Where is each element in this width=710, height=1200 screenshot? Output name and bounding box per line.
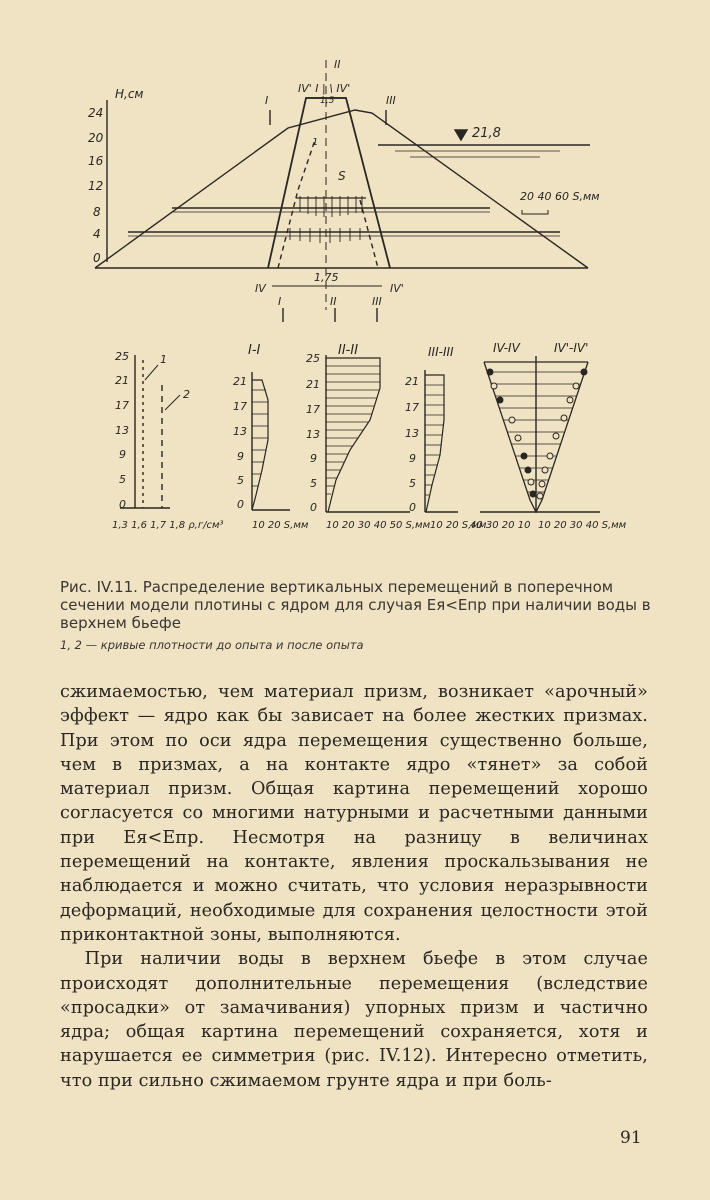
dam-tick: 20: [88, 131, 104, 145]
plot-ivp-ivp-title: IV'-IV': [554, 341, 589, 355]
plot-tick: 0: [237, 498, 244, 511]
plot-iv-xlabel-left: 40 30 20 10: [470, 520, 531, 531]
plot-tick: 5: [237, 474, 244, 487]
plot-tick: 9: [237, 450, 244, 463]
bottom-dim-label: 1,75: [314, 271, 339, 284]
plot-tick: 9: [310, 452, 317, 465]
caption-legend: 1, 2 — кривые плотности до опыта и после опыта: [60, 638, 364, 652]
core-deformed-left: [278, 140, 315, 268]
plot-tick: 13: [405, 427, 419, 440]
plot-iii-iii-title: III-III: [428, 345, 454, 359]
plot-tick: 21: [306, 378, 320, 391]
dam-tick: 0: [93, 251, 101, 265]
mark-i-top: I: [265, 94, 269, 107]
top-section-label: IV' I | \ IV': [298, 82, 351, 95]
density-tick: 21: [115, 374, 129, 387]
figure-caption: [60, 578, 660, 654]
paragraph-1: сжимаемостью, чем материал призм, возникает «арочный» эффект — ядро как бы зависает на более жестких призмах. При этом по оси ядра перемещения существенно больше, чем в призмах, а на контакте ядро «тянет» за собой материал призм. Общая картина перемещений хорошо согласуется со многими натурными и расчетными данными при Eя<Eпр. Несмотря на разницу в величинах перемещений на контакте, явления проскальзывания не наблюдается и можно считать, что условия неразрывности деформаций, необходимые для сохранения целостности этой приконтактной зоны, выполняются.: [60, 682, 648, 945]
s-label: S: [338, 169, 346, 183]
plot-tick: 9: [409, 452, 416, 465]
density-curve-label: 2: [183, 388, 190, 401]
water-level-marker-icon: [455, 130, 467, 140]
body-text: [60, 680, 648, 1093]
plot-i-i-xlabel: 10 20 S,мм: [252, 520, 309, 531]
dam-figure-svg: [0, 0, 710, 570]
density-tick: 13: [115, 424, 129, 437]
plot-tick: 13: [306, 428, 320, 441]
scale-label: 20 40 60 S,мм: [520, 190, 600, 203]
plot-ii-ii-xlabel: 10 20 30 40 50 S,мм: [326, 520, 431, 531]
plot-tick: 0: [310, 501, 317, 514]
plot-tick: 0: [409, 501, 416, 514]
mark-i-bottom: I: [278, 295, 282, 308]
plot-tick: 13: [233, 425, 247, 438]
mark-ii-top: II: [334, 58, 341, 71]
top-dim-label: 1,5: [320, 96, 335, 106]
density-curve-label: 1: [160, 353, 167, 366]
plot-iii-iii: [405, 345, 487, 531]
plot-tick: 17: [233, 400, 247, 413]
plot-tick: 5: [409, 477, 416, 490]
plot-iv-iv: [470, 341, 627, 531]
density-tick: 17: [115, 399, 129, 412]
dam-section: [88, 58, 600, 322]
plot-tick: 17: [405, 401, 419, 414]
dam-tick: 8: [93, 205, 101, 219]
figure-iv-11: [0, 0, 710, 570]
density-plot: [112, 350, 224, 531]
plot-iv-xlabel-right: 10 20 30 40 S,мм: [538, 520, 627, 531]
dam-tick: 16: [88, 154, 104, 168]
density-tick: 25: [115, 350, 129, 363]
plot-tick: 5: [310, 477, 317, 490]
density-xlabel: 1,3 1,6 1,7 1,8 ρ,г/см³: [112, 520, 224, 531]
density-tick: 0: [119, 498, 126, 511]
plot-tick: 21: [405, 375, 419, 388]
mark-iii-bottom: III: [372, 295, 382, 308]
plot-ii-ii-title: II-II: [338, 343, 359, 358]
dam-tick: 12: [88, 179, 104, 193]
plot-iv-iv-title: IV-IV: [493, 341, 520, 355]
plot-i-i-title: I-I: [248, 343, 261, 358]
plot-tick: 25: [306, 352, 320, 365]
curve-1-label: 1: [312, 137, 319, 148]
plot-tick: 21: [233, 375, 247, 388]
mark-ii-bottom: II: [330, 295, 337, 308]
dam-tick: 4: [93, 227, 101, 241]
scale-bar: [522, 210, 548, 214]
density-tick: 9: [119, 448, 126, 461]
paragraph-2: При наличии воды в верхнем бьефе в этом случае происходят дополнительные перемещения (вследствие «просадки» от замачивания) упорных призм и частично ядра; общая картина перемещений сохраняется, хотя и нарушается ее симметрия (рис. IV.12). Интересно отметить, что при сильно сжимаемом грунте ядра и при боль-: [60, 949, 648, 1091]
water-level-label: 21,8: [472, 126, 501, 141]
dam-core: [268, 98, 390, 268]
height-axis-title: Н,см: [115, 87, 144, 101]
dam-outline: [95, 110, 588, 268]
plot-i-i: [233, 343, 309, 531]
page-number: 91: [620, 1128, 642, 1148]
mark-ivp-bottom: IV': [390, 282, 404, 295]
mark-iv-bottom: IV: [255, 282, 266, 295]
plot-tick: 17: [306, 403, 320, 416]
dam-tick: 24: [88, 106, 104, 120]
density-tick: 5: [119, 473, 126, 486]
plot-iii-iii-xlabel: 10 20 S,мм: [430, 520, 487, 531]
mark-iii-top: III: [386, 94, 396, 107]
caption-title: Рис. IV.11. Распределение вертикальных перемещений в поперечном сечении модели плотины с ядром для случая Eя<Eпр при наличии воды в верхнем бьефе: [60, 578, 651, 632]
